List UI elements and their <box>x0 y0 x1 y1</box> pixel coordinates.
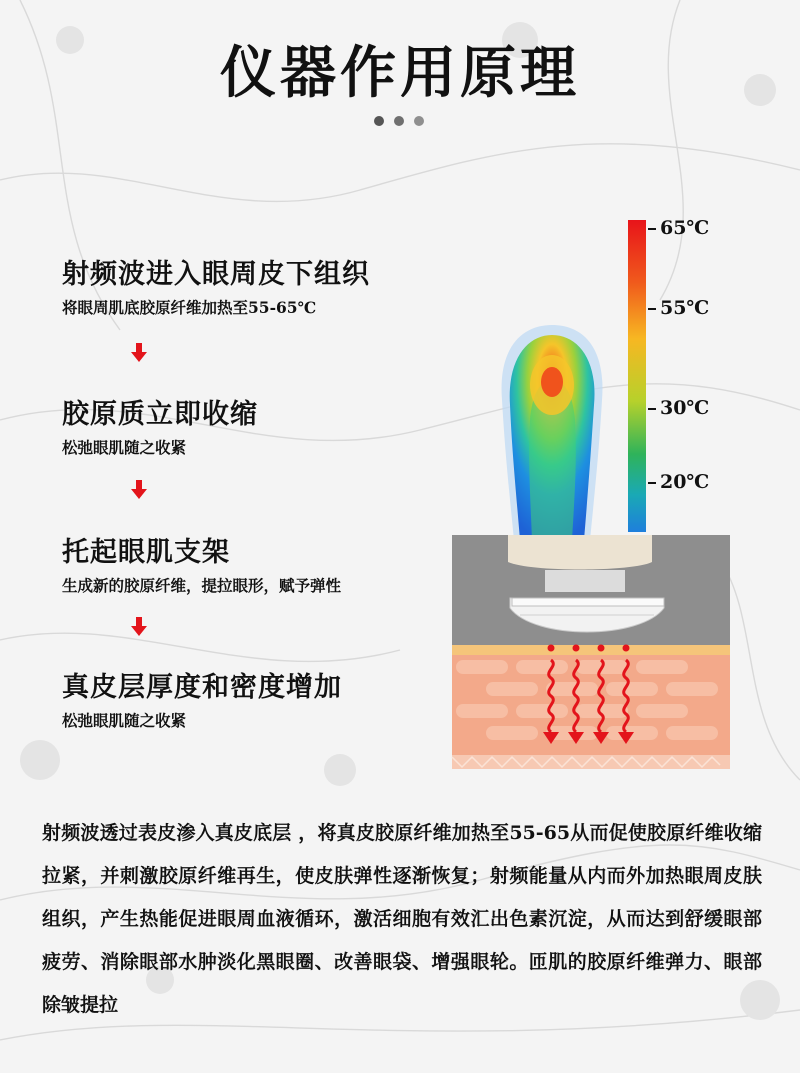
description-paragraph: 射频波透过表皮渗入真皮底层 ，将真皮胶原纤维加热至55-65从而促使胶原纤维收缩拉紧，并刺激胶原纤维再生，使皮肤弹性逐渐恢复；射频能量从内而外加热眼周皮肤组织，产生热能促进眼周血液循环，激活细胞有效汇出色素沉淀，从而达到舒缓眼部疲劳、消除眼部水肿淡化黑眼圈、改善眼袋、增强眼轮。匝肌的胶原纤维弹力、眼部除皱提拉 <box>42 822 762 1016</box>
down-arrow-icon <box>130 343 148 363</box>
tick-mark <box>648 228 656 230</box>
step-heading: 真皮层厚度和密度增加 <box>62 672 342 703</box>
down-arrow-icon <box>130 480 148 500</box>
temperature-label: 55℃ <box>660 297 710 319</box>
step-description: 松弛眼肌随之收紧 <box>62 438 187 457</box>
temperature-label: 65℃ <box>660 217 710 239</box>
step-description: 松弛眼肌随之收紧 <box>62 711 187 730</box>
decorative-dots <box>372 116 428 128</box>
step-description: 将眼周肌底胶原纤维加热至55-65℃ <box>62 298 317 317</box>
step-3 <box>62 535 341 597</box>
step-1 <box>62 257 370 319</box>
step-heading: 射频波进入眼周皮下组织 <box>62 259 370 290</box>
tick-mark <box>648 308 656 310</box>
step-heading: 托起眼肌支架 <box>62 537 230 568</box>
dot-2 <box>394 116 404 126</box>
temperature-label: 20℃ <box>660 471 710 493</box>
temperature-label: 30℃ <box>660 397 710 419</box>
dot-1 <box>374 116 384 126</box>
step-4 <box>62 670 342 732</box>
page-title: 仪器作用原理 <box>220 40 580 106</box>
down-arrow-icon <box>130 617 148 637</box>
rf-device-skin-illustration <box>440 320 760 780</box>
step-description: 生成新的胶原纤维，提拉眼形，赋予弹性 <box>62 576 342 595</box>
dot-3 <box>414 116 424 126</box>
step-heading: 胶原质立即收缩 <box>62 399 258 430</box>
step-2 <box>62 397 258 459</box>
